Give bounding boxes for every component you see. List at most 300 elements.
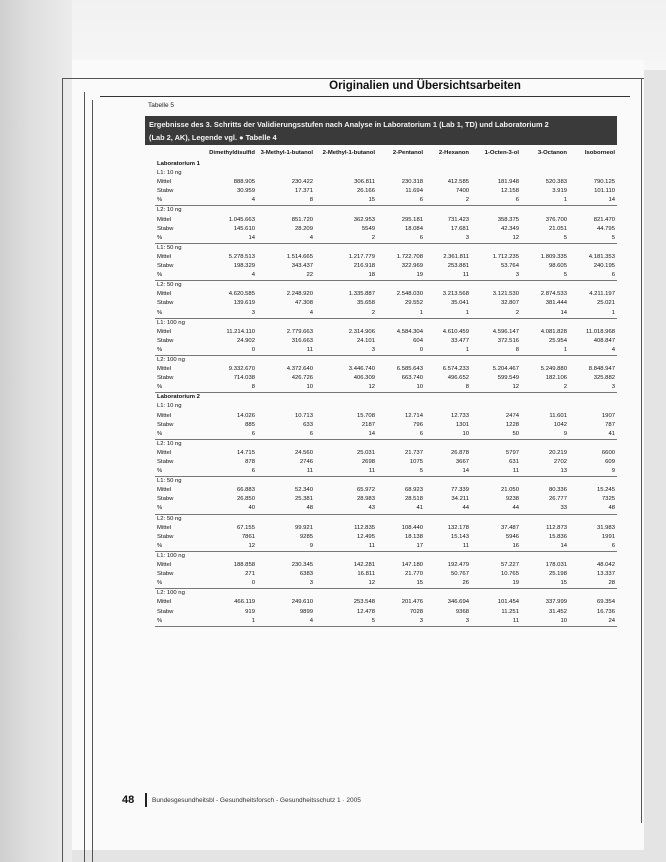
row-label: Mittel <box>157 216 172 223</box>
table-cell: 2.314.906 <box>348 328 375 335</box>
table-cell: 7028 <box>409 608 423 615</box>
table-cell: 188.858 <box>233 562 255 569</box>
table-cell: 12 <box>315 383 377 393</box>
table-label: Tabelle 5 <box>148 102 175 109</box>
table-cell: 5946 <box>505 533 519 540</box>
table-cell: 3 <box>425 617 471 627</box>
table-row <box>155 196 617 206</box>
table-cell: 24.560 <box>294 449 313 456</box>
table-cell: 47.308 <box>294 300 313 307</box>
table-row <box>155 570 617 579</box>
table-cell: 5 <box>569 234 617 244</box>
table-cell: 412.585 <box>447 179 469 186</box>
table-cell: 731.423 <box>447 216 469 223</box>
table-cell: 2 <box>471 309 521 319</box>
table-cell: 24.902 <box>236 337 255 344</box>
table-cell: 33.477 <box>450 337 469 344</box>
row-label: Mittel <box>157 366 172 373</box>
table-cell: 28.209 <box>294 225 313 232</box>
table-cell: 12.733 <box>450 412 469 419</box>
table-cell: 35.041 <box>450 300 469 307</box>
table-cell: 11.694 <box>405 188 423 195</box>
table-cell: 1 <box>569 309 617 319</box>
row-label: % <box>155 542 201 552</box>
table-cell: 15 <box>315 196 377 206</box>
table-cell: 1.722.708 <box>396 253 423 260</box>
table-cell: 11 <box>471 617 521 627</box>
table-cell: 25.381 <box>294 496 313 503</box>
table-cell: 26.166 <box>356 188 375 195</box>
table-cell: 6 <box>471 196 521 206</box>
condition-label: L2: 10 ng <box>157 440 182 447</box>
table-row <box>155 187 617 196</box>
table-cell: 41 <box>377 504 425 514</box>
table-cell: 1.045.663 <box>228 216 255 223</box>
table-cell: 9.332.670 <box>228 366 255 373</box>
table-cell: 10 <box>257 383 315 393</box>
table-cell: 2.361.811 <box>443 253 469 260</box>
table-row <box>155 328 617 337</box>
table-cell: 12.478 <box>356 608 375 615</box>
table-cell: 466.119 <box>234 599 255 606</box>
table-cell: 4 <box>257 234 315 244</box>
table-cell: 663.740 <box>401 375 423 382</box>
caption-line-2: (Lab 2, AK), Legende vgl. ● Tabelle 4 <box>149 133 277 142</box>
table-cell: 192.479 <box>447 562 469 569</box>
table-row <box>155 495 617 504</box>
table-cell: 12 <box>315 579 377 589</box>
table-cell: 5.278.513 <box>228 253 255 260</box>
table-cell: 11.601 <box>549 412 567 419</box>
table-cell: 14 <box>521 309 569 319</box>
table-cell: 8 <box>471 346 521 356</box>
table-cell: 6600 <box>601 449 615 456</box>
condition-label: L2: 50 ng <box>157 282 182 289</box>
table-row <box>155 374 617 383</box>
table-cell: 178.031 <box>545 562 567 569</box>
table-cell: 885 <box>245 421 255 428</box>
table-cell: 142.281 <box>353 562 375 569</box>
table-cell: 8 <box>201 383 257 393</box>
table-row <box>155 271 617 281</box>
table-cell: 18.138 <box>404 533 423 540</box>
table-cell: 20.219 <box>548 449 567 456</box>
table-cell: 16.736 <box>596 608 615 615</box>
table-cell: 381.444 <box>545 300 567 307</box>
table-cell: 80.336 <box>548 487 567 494</box>
frame-line-left-inner2 <box>92 100 93 862</box>
row-label: Mittel <box>157 562 172 569</box>
table-cell: 5 <box>377 467 425 477</box>
table-cell: 1075 <box>409 459 423 465</box>
table-cell: 37.487 <box>500 524 519 531</box>
table-cell: 112.835 <box>354 524 375 531</box>
table-cell: 16 <box>471 542 521 552</box>
condition-label: L1: 50 ng <box>157 478 182 485</box>
table-cell: 1907 <box>601 412 615 419</box>
table-cell: 48 <box>257 504 315 514</box>
row-label: Stabw <box>157 375 174 382</box>
header-rule <box>100 96 630 97</box>
table-cell: 33 <box>521 504 569 514</box>
column-header: Isoborneol <box>584 150 615 157</box>
condition-label: L2: 100 ng <box>157 356 185 363</box>
lab-section-label: Laboratorium 2 <box>157 394 200 401</box>
results-table <box>155 148 617 627</box>
table-cell: 3 <box>257 579 315 589</box>
table-cell: 851.720 <box>291 216 313 223</box>
table-row <box>155 430 617 440</box>
table-cell: 5 <box>315 617 377 627</box>
table-cell: 919 <box>245 608 255 615</box>
table-cell: 3.213.568 <box>442 291 469 298</box>
table-cell: 1.514.665 <box>286 253 313 260</box>
table-cell: 69.354 <box>596 599 615 606</box>
page-header-title: Originalien und Übersichtsarbeiten <box>329 80 521 92</box>
table-cell: 1.712.235 <box>492 253 519 260</box>
table-cell: 6 <box>569 542 617 552</box>
table-cell: 7861 <box>241 533 255 540</box>
table-cell: 25.954 <box>548 337 567 344</box>
table-cell: 1.217.779 <box>348 253 375 260</box>
condition-label: L1: 100 ng <box>157 552 185 559</box>
condition-row <box>155 551 617 561</box>
table-cell: 4.584.304 <box>396 328 423 335</box>
table-cell: 1 <box>425 309 471 319</box>
table-cell: 132.178 <box>447 524 469 531</box>
table-cell: 44 <box>425 504 471 514</box>
table-cell: 253.881 <box>447 263 469 270</box>
table-cell: 44.795 <box>596 225 615 232</box>
table-row <box>155 337 617 346</box>
table-cell: 249.610 <box>291 599 313 606</box>
table-cell: 18.084 <box>404 225 423 232</box>
table-cell: 1 <box>521 346 569 356</box>
condition-row <box>155 318 617 328</box>
table-cell: 426.726 <box>291 375 313 382</box>
table-cell: 3 <box>315 346 377 356</box>
table-cell: 15.245 <box>596 487 615 494</box>
table-cell: 16.811 <box>357 571 375 578</box>
table-cell: 9238 <box>505 496 519 503</box>
table-cell: 17.371 <box>294 188 313 195</box>
table-cell: 11.214.110 <box>226 328 255 335</box>
row-label: Stabw <box>157 608 174 615</box>
table-cell: 25.021 <box>596 300 615 307</box>
table-cell: 787 <box>605 421 615 428</box>
table-cell: 5 <box>521 271 569 281</box>
condition-row <box>155 439 617 449</box>
table-cell: 18 <box>315 271 377 281</box>
table-cell: 25.198 <box>548 571 567 578</box>
column-header-label <box>155 148 201 160</box>
row-label: % <box>155 383 201 393</box>
table-row <box>155 598 617 607</box>
table-cell: 29.552 <box>404 300 423 307</box>
table-cell: 4.211.197 <box>589 291 615 298</box>
table-row <box>155 486 617 495</box>
condition-label: L1: 50 ng <box>157 244 182 251</box>
table-cell: 9899 <box>299 608 313 615</box>
table-row <box>155 412 617 421</box>
condition-row <box>155 355 617 365</box>
table-row <box>155 346 617 356</box>
table-row <box>155 524 617 533</box>
table-cell: 1.335.887 <box>348 291 375 298</box>
table-cell: 10.765 <box>500 571 519 578</box>
table-row <box>155 299 617 308</box>
table-cell: 15 <box>521 579 569 589</box>
table-row <box>155 290 617 299</box>
table-row <box>155 365 617 374</box>
table-cell: 4 <box>257 617 315 627</box>
table-caption <box>145 116 617 145</box>
table-cell: 372.516 <box>497 337 519 344</box>
frame-line-top <box>62 78 644 79</box>
table-cell: 52.340 <box>294 487 313 494</box>
table-cell: 198.329 <box>233 263 255 270</box>
table-cell: 337.999 <box>545 599 567 606</box>
table-cell: 6 <box>257 430 315 440</box>
condition-label: L2: 100 ng <box>157 590 185 597</box>
table-cell: 325.882 <box>593 375 615 382</box>
row-label: Stabw <box>157 225 174 232</box>
table-cell: 1042 <box>553 421 567 428</box>
table-cell: 21.050 <box>500 487 519 494</box>
row-label: Mittel <box>157 179 172 186</box>
table-cell: 147.180 <box>401 562 423 569</box>
table-cell: 15.143 <box>450 533 469 540</box>
table-cell: 1 <box>521 196 569 206</box>
table-cell: 1228 <box>505 421 519 428</box>
row-label: Stabw <box>157 188 174 195</box>
table-cell: 253.548 <box>353 599 375 606</box>
table-cell: 26.777 <box>548 496 567 503</box>
table-cell: 98.605 <box>548 263 567 270</box>
table-cell: 31.983 <box>596 524 615 531</box>
frame-line-left-inner <box>84 92 85 862</box>
row-label: Stabw <box>157 571 174 578</box>
row-label: Stabw <box>157 263 174 270</box>
table-cell: 6383 <box>299 571 313 578</box>
table-cell: 68.923 <box>404 487 423 494</box>
table-cell: 2.248.920 <box>286 291 313 298</box>
table-cell: 15.708 <box>356 412 375 419</box>
row-label: Stabw <box>157 459 174 465</box>
table-cell: 11.018.968 <box>585 328 615 335</box>
table-row <box>155 383 617 393</box>
table-cell: 9368 <box>455 608 469 615</box>
table-cell: 6 <box>377 430 425 440</box>
row-label: Stabw <box>157 337 174 344</box>
table-cell: 28 <box>569 579 617 589</box>
table-cell: 15 <box>377 579 425 589</box>
table-row <box>155 561 617 570</box>
table-cell: 9285 <box>299 533 313 540</box>
table-cell: 11 <box>315 467 377 477</box>
table-cell: 1 <box>377 309 425 319</box>
table-cell: 5549 <box>361 225 375 232</box>
table-cell: 4.620.585 <box>228 291 255 298</box>
row-label: Stabw <box>157 300 174 307</box>
table-cell: 1 <box>425 346 471 356</box>
row-label: Mittel <box>157 291 172 298</box>
table-cell: 17.681 <box>450 225 469 232</box>
table-cell: 2702 <box>553 459 567 465</box>
table-cell: 2.779.663 <box>286 328 313 335</box>
table-cell: 358.375 <box>497 216 519 223</box>
condition-label: L2: 10 ng <box>157 207 182 214</box>
table-cell: 5 <box>521 234 569 244</box>
row-label: Mittel <box>157 328 172 335</box>
table-cell: 8 <box>425 383 471 393</box>
table-cell: 306.811 <box>354 179 375 186</box>
table-cell: 12.158 <box>500 188 519 195</box>
table-cell: 21.051 <box>548 225 567 232</box>
table-row <box>155 608 617 617</box>
table-row <box>155 309 617 319</box>
column-header: 1-Octen-3-ol <box>484 150 519 157</box>
table-cell: 5.249.880 <box>540 366 567 373</box>
table-cell: 11.251 <box>501 608 519 615</box>
table-cell: 14.026 <box>236 412 255 419</box>
table-row <box>155 449 617 458</box>
table-cell: 6.585.643 <box>396 366 423 373</box>
table-cell: 11 <box>315 542 377 552</box>
table-cell: 15.836 <box>548 533 567 540</box>
table-cell: 65.972 <box>356 487 375 494</box>
table-cell: 17 <box>377 542 425 552</box>
table-cell: 11 <box>425 271 471 281</box>
column-header: 3-Octanon <box>537 150 567 157</box>
table-cell: 4 <box>569 346 617 356</box>
condition-label: L1: 10 ng <box>157 403 182 410</box>
table-cell: 14 <box>521 542 569 552</box>
column-header: 2-Hexanon <box>438 150 469 157</box>
table-cell: 22 <box>257 271 315 281</box>
row-label: % <box>155 504 201 514</box>
table-cell: 145.610 <box>233 225 255 232</box>
table-cell: 230.318 <box>401 179 423 186</box>
table-cell: 316.663 <box>291 337 313 344</box>
table-cell: 10 <box>377 383 425 393</box>
table-cell: 12 <box>471 383 521 393</box>
table-cell: 609 <box>605 459 615 465</box>
table-cell: 2698 <box>361 459 375 465</box>
table-row <box>155 467 617 477</box>
row-label: % <box>155 196 201 206</box>
table-cell: 4.081.828 <box>540 328 567 335</box>
table-row <box>155 262 617 271</box>
table-cell: 99.921 <box>294 524 313 531</box>
row-label: Mittel <box>157 599 172 606</box>
table-cell: 50.767 <box>450 571 469 578</box>
table-row <box>155 458 617 467</box>
row-label: Mittel <box>157 449 172 456</box>
table-cell: 181.948 <box>497 179 519 186</box>
table-row <box>155 234 617 244</box>
table-cell: 53.764 <box>500 263 519 270</box>
table-cell: 6.574.233 <box>442 366 469 373</box>
table-row <box>155 579 617 589</box>
table-cell: 3 <box>569 383 617 393</box>
table-cell: 44 <box>471 504 521 514</box>
condition-row <box>155 402 617 411</box>
row-label: Stabw <box>157 496 174 503</box>
table-cell: 714.038 <box>233 375 255 382</box>
table-cell: 28.983 <box>356 496 375 503</box>
condition-row <box>155 169 617 178</box>
footer-divider <box>145 793 147 807</box>
table-cell: 408.847 <box>593 337 615 344</box>
table-cell: 4.372.640 <box>286 366 313 373</box>
table-cell: 3.121.530 <box>492 291 519 298</box>
table-cell: 4 <box>257 309 315 319</box>
table-cell: 31.452 <box>548 608 567 615</box>
table-cell: 3.446.740 <box>348 366 375 373</box>
row-label: % <box>155 346 201 356</box>
table-cell: 271 <box>245 571 255 578</box>
table-cell: 7325 <box>601 496 615 503</box>
frame-line-left <box>62 78 63 862</box>
table-cell: 11 <box>425 542 471 552</box>
table-row <box>155 178 617 187</box>
table-cell: 295.181 <box>401 216 423 223</box>
table-cell: 67.155 <box>236 524 255 531</box>
lab-section-row <box>155 160 617 169</box>
table-cell: 230.345 <box>291 562 313 569</box>
condition-label: L2: 50 ng <box>157 515 182 522</box>
table-cell: 12 <box>201 542 257 552</box>
footer-citation: Bundesgesundheitsbl - Gesundheitsforsch - Gesundheitsschutz 1 · 2005 <box>152 797 361 804</box>
table-cell: 1301 <box>455 421 469 428</box>
row-label: Mittel <box>157 412 172 419</box>
row-label: % <box>155 271 201 281</box>
table-cell: 6 <box>201 430 257 440</box>
table-cell: 2 <box>521 383 569 393</box>
table-cell: 3 <box>471 271 521 281</box>
table-cell: 1 <box>201 617 257 627</box>
table-cell: 19 <box>471 579 521 589</box>
frame-line-right <box>641 78 642 823</box>
page-number: 48 <box>122 794 135 806</box>
table-cell: 42.349 <box>500 225 519 232</box>
table-row <box>155 504 617 514</box>
column-header: Dimethyldisulfid <box>209 150 255 157</box>
table-cell: 48.042 <box>596 562 615 569</box>
table-cell: 230.422 <box>291 179 313 186</box>
row-label: Mittel <box>157 253 172 260</box>
table-cell: 5.204.467 <box>492 366 519 373</box>
table-cell: 4 <box>201 271 257 281</box>
table-cell: 43 <box>315 504 377 514</box>
table-cell: 9 <box>521 430 569 440</box>
table-cell: 13.337 <box>596 571 615 578</box>
row-label: Mittel <box>157 487 172 494</box>
row-label: % <box>155 617 201 627</box>
table-cell: 4.610.459 <box>442 328 469 335</box>
condition-row <box>155 206 617 216</box>
table-cell: 3.919 <box>552 188 567 195</box>
table-cell: 888.905 <box>233 179 255 186</box>
table-cell: 4.596.147 <box>492 328 519 335</box>
table-cell: 0 <box>377 346 425 356</box>
table-cell: 14 <box>201 234 257 244</box>
table-cell: 14.715 <box>236 449 255 456</box>
table-cell: 6 <box>377 234 425 244</box>
table-cell: 1.809.335 <box>540 253 567 260</box>
condition-label: L1: 10 ng <box>157 170 182 177</box>
